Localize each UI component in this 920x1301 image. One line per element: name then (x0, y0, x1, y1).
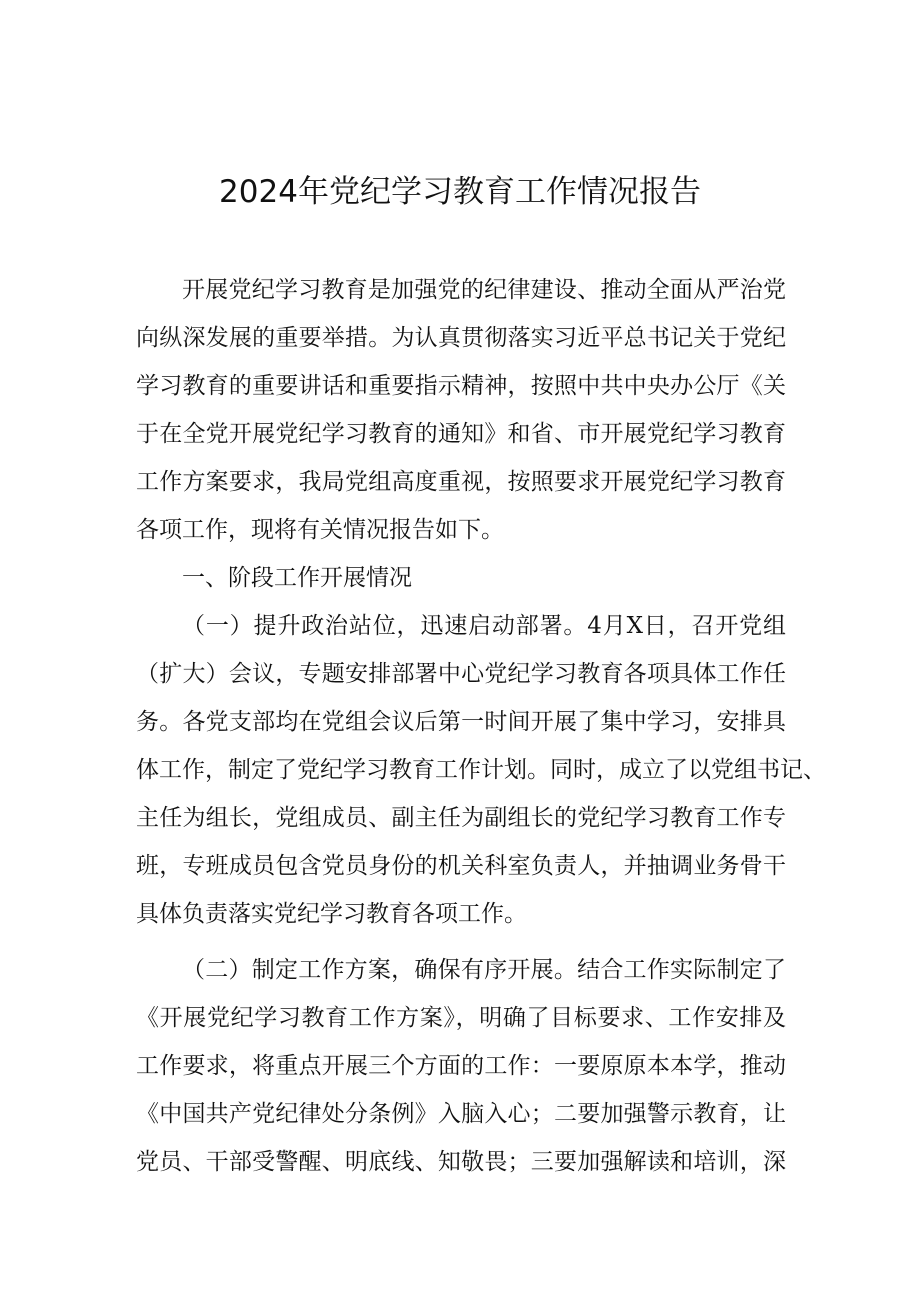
section-heading-1: 一、阶段工作开展情况 (182, 565, 412, 591)
item1-line-4: 体工作，制定了党纪学习教育工作计划。同时，成立了以党组书记、 (136, 757, 826, 783)
item-2-paragraph (136, 946, 786, 1186)
intro-line-6: 各项工作，现将有关情况报告如下。 (136, 517, 504, 543)
item2-line-4: 《中国共产党纪律处分条例》入脑入心；二要加强警示教育，让 (136, 1101, 786, 1127)
intro-line-4: 于在全党开展党纪学习教育的通知》和省、市开展党纪学习教育 (136, 421, 786, 447)
document-title: 2024年党纪学习教育工作情况报告 (219, 174, 701, 210)
item2-line-2: 《开展党纪学习教育工作方案》，明确了目标要求、工作安排及 (136, 1005, 786, 1031)
intro-line-3: 学习教育的重要讲话和重要指示精神，按照中共中央办公厅《关 (136, 373, 786, 399)
item1-line-3: 务。各党支部均在党组会议后第一时间开展了集中学习，安排具 (136, 709, 786, 735)
intro-line-1: 开展党纪学习教育是加强党的纪律建设、推动全面从严治党 (182, 277, 786, 303)
item2-line-1: （二）制定工作方案，确保有序开展。结合工作实际制定了 (182, 957, 786, 983)
document-body (136, 266, 826, 1186)
item2-line-3: 工作要求，将重点开展三个方面的工作：一要原原本本学，推动 (136, 1053, 786, 1079)
item1-line-2: （扩大）会议，专题安排部署中心党纪学习教育各项具体工作任 (136, 661, 786, 687)
item1-line-6: 班，专班成员包含党员身份的机关科室负责人，并抽调业务骨干 (136, 853, 786, 879)
item1-line-1: （一）提升政治站位，迅速启动部署。4月X日，召开党组 (182, 613, 786, 639)
intro-line-2: 向纵深发展的重要举措。为认真贯彻落实习近平总书记关于党纪 (136, 325, 786, 351)
item1-line-7: 具体负责落实党纪学习教育各项工作。 (136, 901, 527, 927)
paragraph-gap (136, 938, 786, 946)
item-1-paragraph (136, 602, 826, 938)
intro-paragraph (136, 266, 786, 554)
item2-line-5: 党员、干部受警醒、明底线、知敬畏；三要加强解读和培训，深 (136, 1149, 786, 1175)
intro-line-5: 工作方案要求，我局党组高度重视，按照要求开展党纪学习教育 (136, 469, 786, 495)
item1-line-5: 主任为组长，党组成员、副主任为副组长的党纪学习教育工作专 (136, 805, 786, 831)
